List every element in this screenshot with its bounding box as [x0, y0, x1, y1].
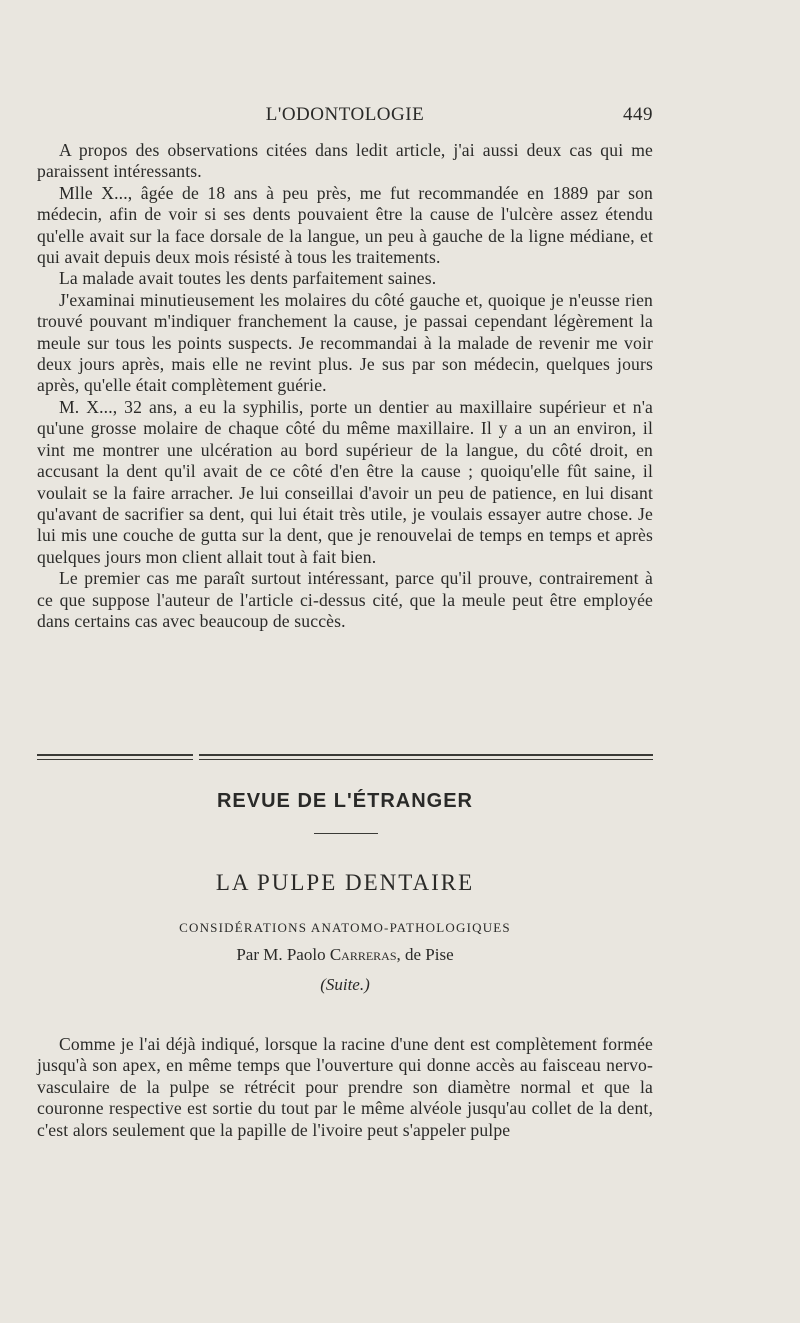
paragraph: Comme je l'ai déjà indiqué, lorsque la racine d'une dent est complètement formée jusqu'à son apex, en même temps que l'ouverture qui donne accès au faisceau nervo-vasculaire de la pulpe se rétrécit pour prendre son diamètre normal et que la couronne respective est sortie du tout par le même alvéole jusqu'au collet de la dent, c'est alors seulement que la papille de l'ivoire peut s'appeler pulpe	[37, 1034, 653, 1140]
article-text	[37, 1034, 653, 1141]
byline-suffix: , de Pise	[396, 945, 454, 964]
short-divider	[314, 833, 378, 834]
byline-prefix: Par M. Paolo	[236, 945, 330, 964]
section-heading: REVUE DE L'ÉTRANGER	[216, 790, 473, 812]
paragraph: J'examinai minutieusement les molaires du côté gauche et, quoique je n'eusse rien trouvé pouvant m'indiquer franchement la cause, je passai cependant légèrement la meule sur tous les points suspects. Je recommandai à la malade de revenir me voir deux jours après, mais elle ne revint plus. Je sus par son médecin, quelques jours après, qu'elle était complètement guérie.	[37, 289, 653, 396]
paragraph: Le premier cas me paraît surtout intéressant, parce qu'il prouve, contrairement à ce que suppose l'auteur de l'article ci-dessus cité, que la meule peut être employée dans certains cas avec beaucoup de succès.	[37, 568, 653, 631]
running-header	[37, 104, 653, 128]
section-divider	[37, 754, 653, 761]
paragraph: La malade avait toutes les dents parfaitement saines.	[59, 268, 437, 289]
continuation-note: (Suite.)	[320, 975, 370, 994]
article-title: LA PULPE DENTAIRE	[215, 870, 475, 895]
running-title: L'ODONTOLOGIE	[265, 104, 425, 125]
paragraph: M. X..., 32 ans, a eu la syphilis, porte un dentier au maxillaire supérieur et n'a qu'une grosse molaire de chaque côté du même maxillaire. Il y a un an environ, il vint me montrer une ulcération au bord supérieur de la langue, du côté droit, en accusant la dent qu'il avait de ce côté d'en être la cause ; quoiqu'elle fût saine, il voulait se la faire arracher. Je lui conseillai d'avoir un peu de patience, en lui disant qu'avant de sacrifier sa dent, qui lui était très utile, je voulais essayer autre chose. Je lui mis une couche de gutta sur la dent, que je renouvelai de temps en temps et après quelques jours mon client allait tout à fait bien.	[37, 396, 653, 567]
letter-text	[37, 140, 653, 632]
article-subtitle: CONSIDÉRATIONS ANATOMO-PATHOLOGIQUES	[179, 920, 511, 935]
paragraph: A propos des observations citées dans ledit article, j'ai aussi deux cas qui me paraissent intéressants.	[37, 140, 653, 182]
article-byline	[37, 945, 653, 965]
author-name: Carreras	[329, 945, 397, 964]
paragraph: Mlle X..., âgée de 18 ans à peu près, me fut recommandée en 1889 par son médecin, afin de voir si ses dents pouvaient être la cause de l'ulcère assez étendu qu'elle avait sur la face dorsale de la langue, un peu à gauche de la ligne médiane, et qui avait depuis deux mois résisté à tous les traitements.	[37, 182, 653, 268]
page-number: 449	[623, 104, 653, 125]
